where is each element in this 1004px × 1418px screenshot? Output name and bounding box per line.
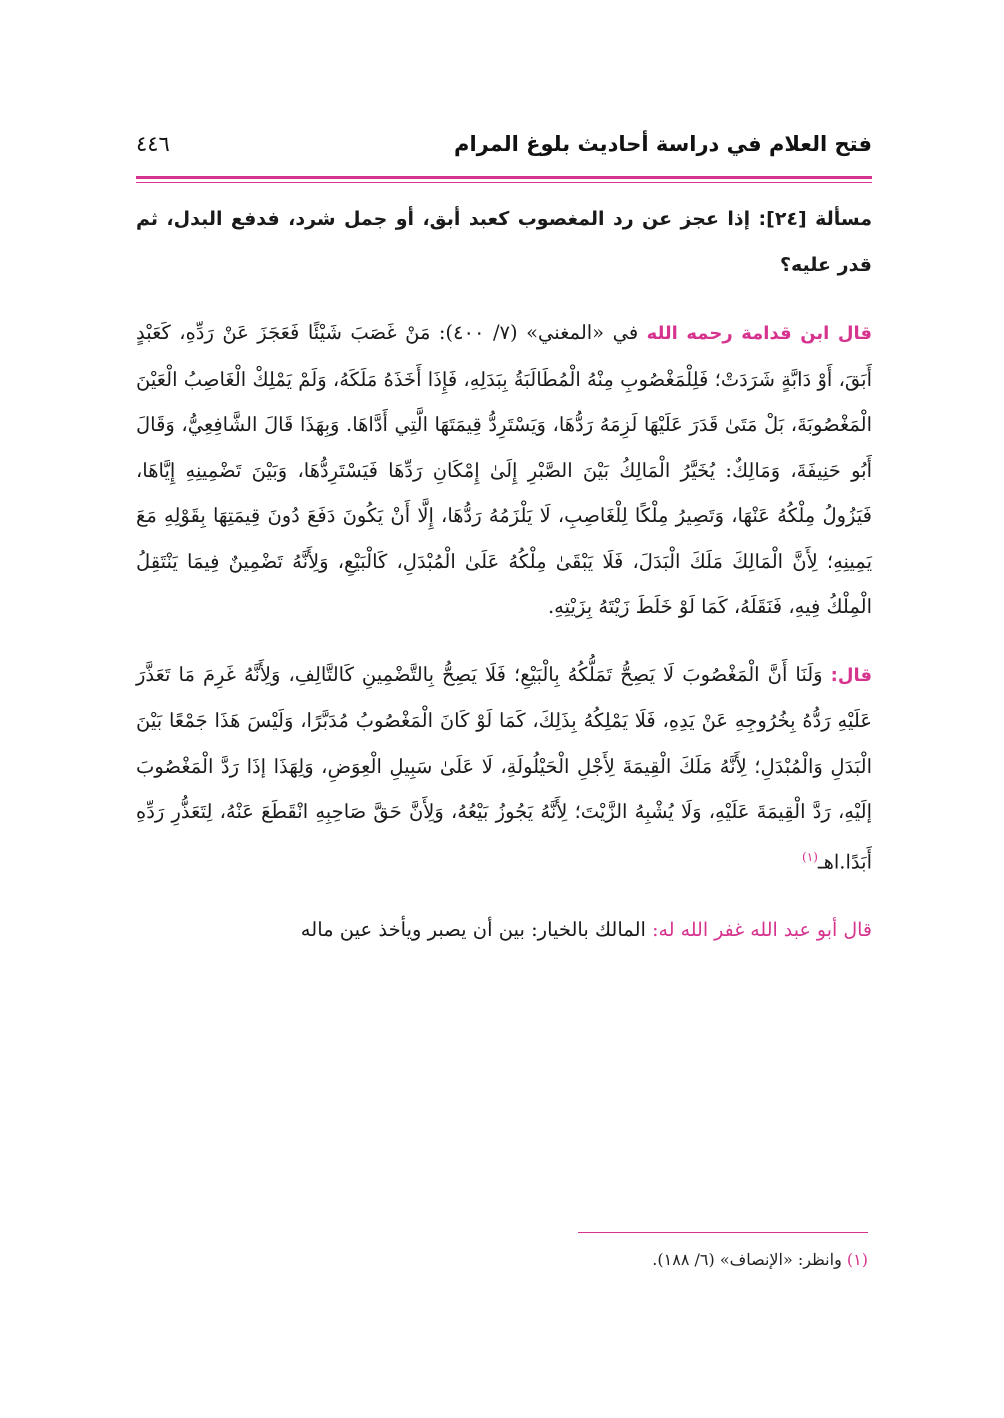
footnote-text: وانظر: «الإنصاف» (٦/ ١٨٨). bbox=[652, 1250, 842, 1269]
footnote-reference[interactable]: (١) bbox=[802, 849, 818, 864]
paragraph-ibn-qudama bbox=[136, 310, 872, 630]
page-body bbox=[136, 196, 872, 975]
book-title: فتح العلام في دراسة أحاديث بلوغ المرام bbox=[454, 132, 872, 156]
page-number: ٤٤٦ bbox=[136, 132, 170, 156]
paragraph-text: المالك بالخيار: بين أن يصبر ويأخذ عين ماله bbox=[300, 917, 646, 941]
paragraph-text: وَلَنَا أَنَّ الْمَغْصُوبَ لَا يَصِحُّ تَمَلُّكُهُ بِالْبَيْعِ؛ فَلَا يَصِحُّ بِالتَّضْمِينِ كَالتَّالِفِ، وَلِأَنَّهُ غَرِمَ مَا تَعَذَّرَ عَلَيْهِ رَدُّهُ بِخُرُوجِهِ عَنْ يَدِهِ، فَلَا يَمْلِكُهُ بِذَلِكَ، كَمَا لَوْ كَانَ الْمَغْصُوبُ مُدَبَّرًا، وَلَيْسَ هَذَا جَمْعًا بَيْنَ الْبَدَلِ وَالْمُبْدَلِ؛ لِأَنَّهُ مَلَكَ الْقِيمَةَ لِأَجْلِ الْحَيْلُولَةِ، لَا عَلَىٰ سَبِيلِ الْعِوَضِ، وَلِهَذَا إذَا رَدَّ الْمَغْصُوبَ إلَيْهِ، رَدَّ الْقِيمَةَ عَلَيْهِ، وَلَا يُشْبِهُ الزَّيْتَ؛ لِأَنَّهُ يَجُوزُ بَيْعُهُ، وَلِأَنَّ حَقَّ صَاحِبِهِ انْقَطَعَ عَنْهُ، لِتَعَذُّرِ رَدِّهِ أَبَدًا.اهـ bbox=[136, 662, 872, 873]
paragraph-text: في «المغني» (٧/ ٤٠٠): مَنْ غَصَبَ شَيْئًا فَعَجَزَ عَنْ رَدِّهِ، كَعَبْدٍ أَبَقَ، أَوْ دَابَّةٍ شَرَدَتْ؛ فَلِلْمَغْصُوبِ مِنْهُ الْمُطَالَبَةُ بِبَدَلِهِ، فَإِذَا أَخَذَهُ مَلَكَهُ، وَلَمْ يَمْلِكْ الْغَاصِبُ الْعَيْنَ الْمَغْصُوبَةَ، بَلْ مَتَىٰ قَدَرَ عَلَيْهَا لَزِمَهُ رَدُّهَا، وَيَسْتَرِدُّ قِيمَتَهَا الَّتِي أَدَّاهَا. وَبِهَذَا قَالَ الشَّافِعِيُّ، وَقَالَ أَبُو حَنِيفَةَ، وَمَالِكٌ: يُخَيَّرُ الْمَالِكُ بَيْنَ الصَّبْرِ إِلَىٰ إِمْكَانِ رَدِّهَا فَيَسْتَرِدُّهَا، وَبَيْنَ تَضْمِينِهِ إِيَّاهَا، فَيَزُولُ مِلْكُهُ عَنْهَا، وَتَصِيرُ مِلْكًا لِلْغَاصِبِ، لَا يَلْزَمُهُ رَدُّهَا، إِلَّا أَنْ يَكُونَ دَفَعَ دُونَ قِيمَتِهَا بِقَوْلِهِ مَعَ يَمِينِهِ؛ لِأَنَّ الْمَالِكَ مَلَكَ الْبَدَلَ، فَلَا يَبْقَىٰ مِلْكُهُ عَلَىٰ الْمُبْدَلِ، كَالْبَيْعِ، وَلِأَنَّهُ تَضْمِينٌ فِيمَا يَنْتَقِلُ الْمِلْكُ فِيهِ، فَنَقَلَهُ، كَمَا لَوْ خَلَطَ زَيْتَهُ بِزَيْتِهِ. bbox=[136, 321, 872, 618]
speaker-author: قال أبو عبد الله غفر الله له: bbox=[652, 918, 872, 941]
header-rule-thin bbox=[136, 182, 872, 183]
speaker-qal: قال: bbox=[830, 664, 873, 686]
footnote-rule bbox=[578, 1232, 868, 1233]
header-rule-thick bbox=[136, 176, 872, 179]
page-header bbox=[136, 128, 872, 168]
issue-heading bbox=[136, 196, 872, 288]
paragraph-qal bbox=[136, 652, 872, 885]
speaker-ibn-qudama: قال ابن قدامة رحمه الله bbox=[646, 323, 873, 344]
issue-label: مسألة [٢٤]: bbox=[758, 208, 872, 230]
footnote bbox=[132, 1250, 868, 1269]
issue-text: إذا عجز عن رد المغصوب كعبد أبق، أو جمل شرد، فدفع البدل، ثم قدر عليه؟ bbox=[136, 208, 872, 276]
paragraph-author bbox=[136, 907, 872, 954]
footnote-number: (١) bbox=[846, 1250, 868, 1269]
